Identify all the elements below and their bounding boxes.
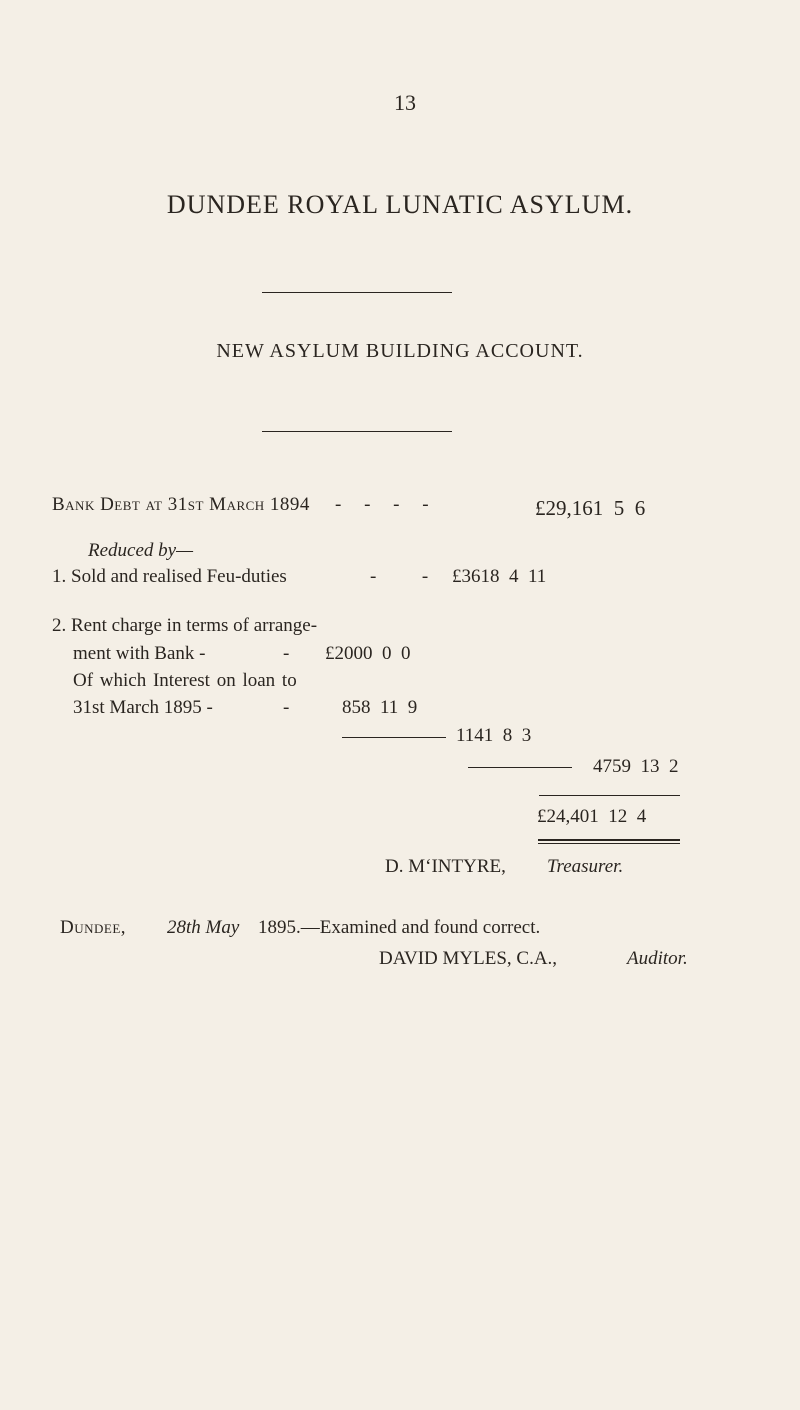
balance-top-rule [539,795,680,796]
account-subtitle: NEW ASYLUM BUILDING ACCOUNT. [216,340,584,362]
item2-line1: 2. Rent charge in terms of arrange- [52,615,318,636]
item1-label: 1. Sold and realised Feu-duties [52,566,287,587]
title-rule [262,292,452,293]
reduced-by-heading: Reduced by— [88,540,193,561]
examined-place: Dundee, [60,917,127,938]
subtotal1-amount: 1141 8 3 [456,725,532,746]
item2-line3: Of which Interest on loan to [73,670,297,691]
auditor-name: DAVID MYLES, C.A., [379,948,558,969]
page-title: DUNDEE ROYAL LUNATIC ASYLUM. [166,190,634,219]
auditor-role: Auditor. [627,948,688,969]
subtitle-rule [262,431,452,432]
balance-amount: £24,401 12 4 [537,806,647,827]
subtotal2-dash-line [468,767,572,768]
examined-date: 28th May [167,917,240,938]
treasurer-name: D. M‘INTYRE, [385,856,506,877]
treasurer-role: Treasurer. [547,856,624,877]
item2-amount-a: £2000 0 0 [325,643,411,664]
bank-debt-label: Bank Debt at 31st March 1894 [52,494,310,515]
item2-line4: 31st March 1895 - [73,697,213,718]
item2-line2-dash: - [283,643,290,664]
balance-double-rule-2 [538,843,680,844]
page-number: 13 [394,90,416,115]
item2-amount-b: 858 11 9 [342,697,418,718]
item2-line2: ment with Bank - [73,643,206,664]
subtotal1-dash-line [342,737,446,738]
subtotal2-amount: 4759 13 2 [593,756,679,777]
balance-double-rule-1 [538,839,680,841]
item1-amount: £3618 4 11 [452,566,547,587]
examined-statement: 1895.—Examined and found correct. [258,917,541,938]
item2-line4-dash: - [283,697,290,718]
item1-dashes: - - [370,566,429,587]
bank-debt-amount: £29,161 5 6 [535,496,646,520]
bank-debt-dashes: - - - - [335,494,429,515]
